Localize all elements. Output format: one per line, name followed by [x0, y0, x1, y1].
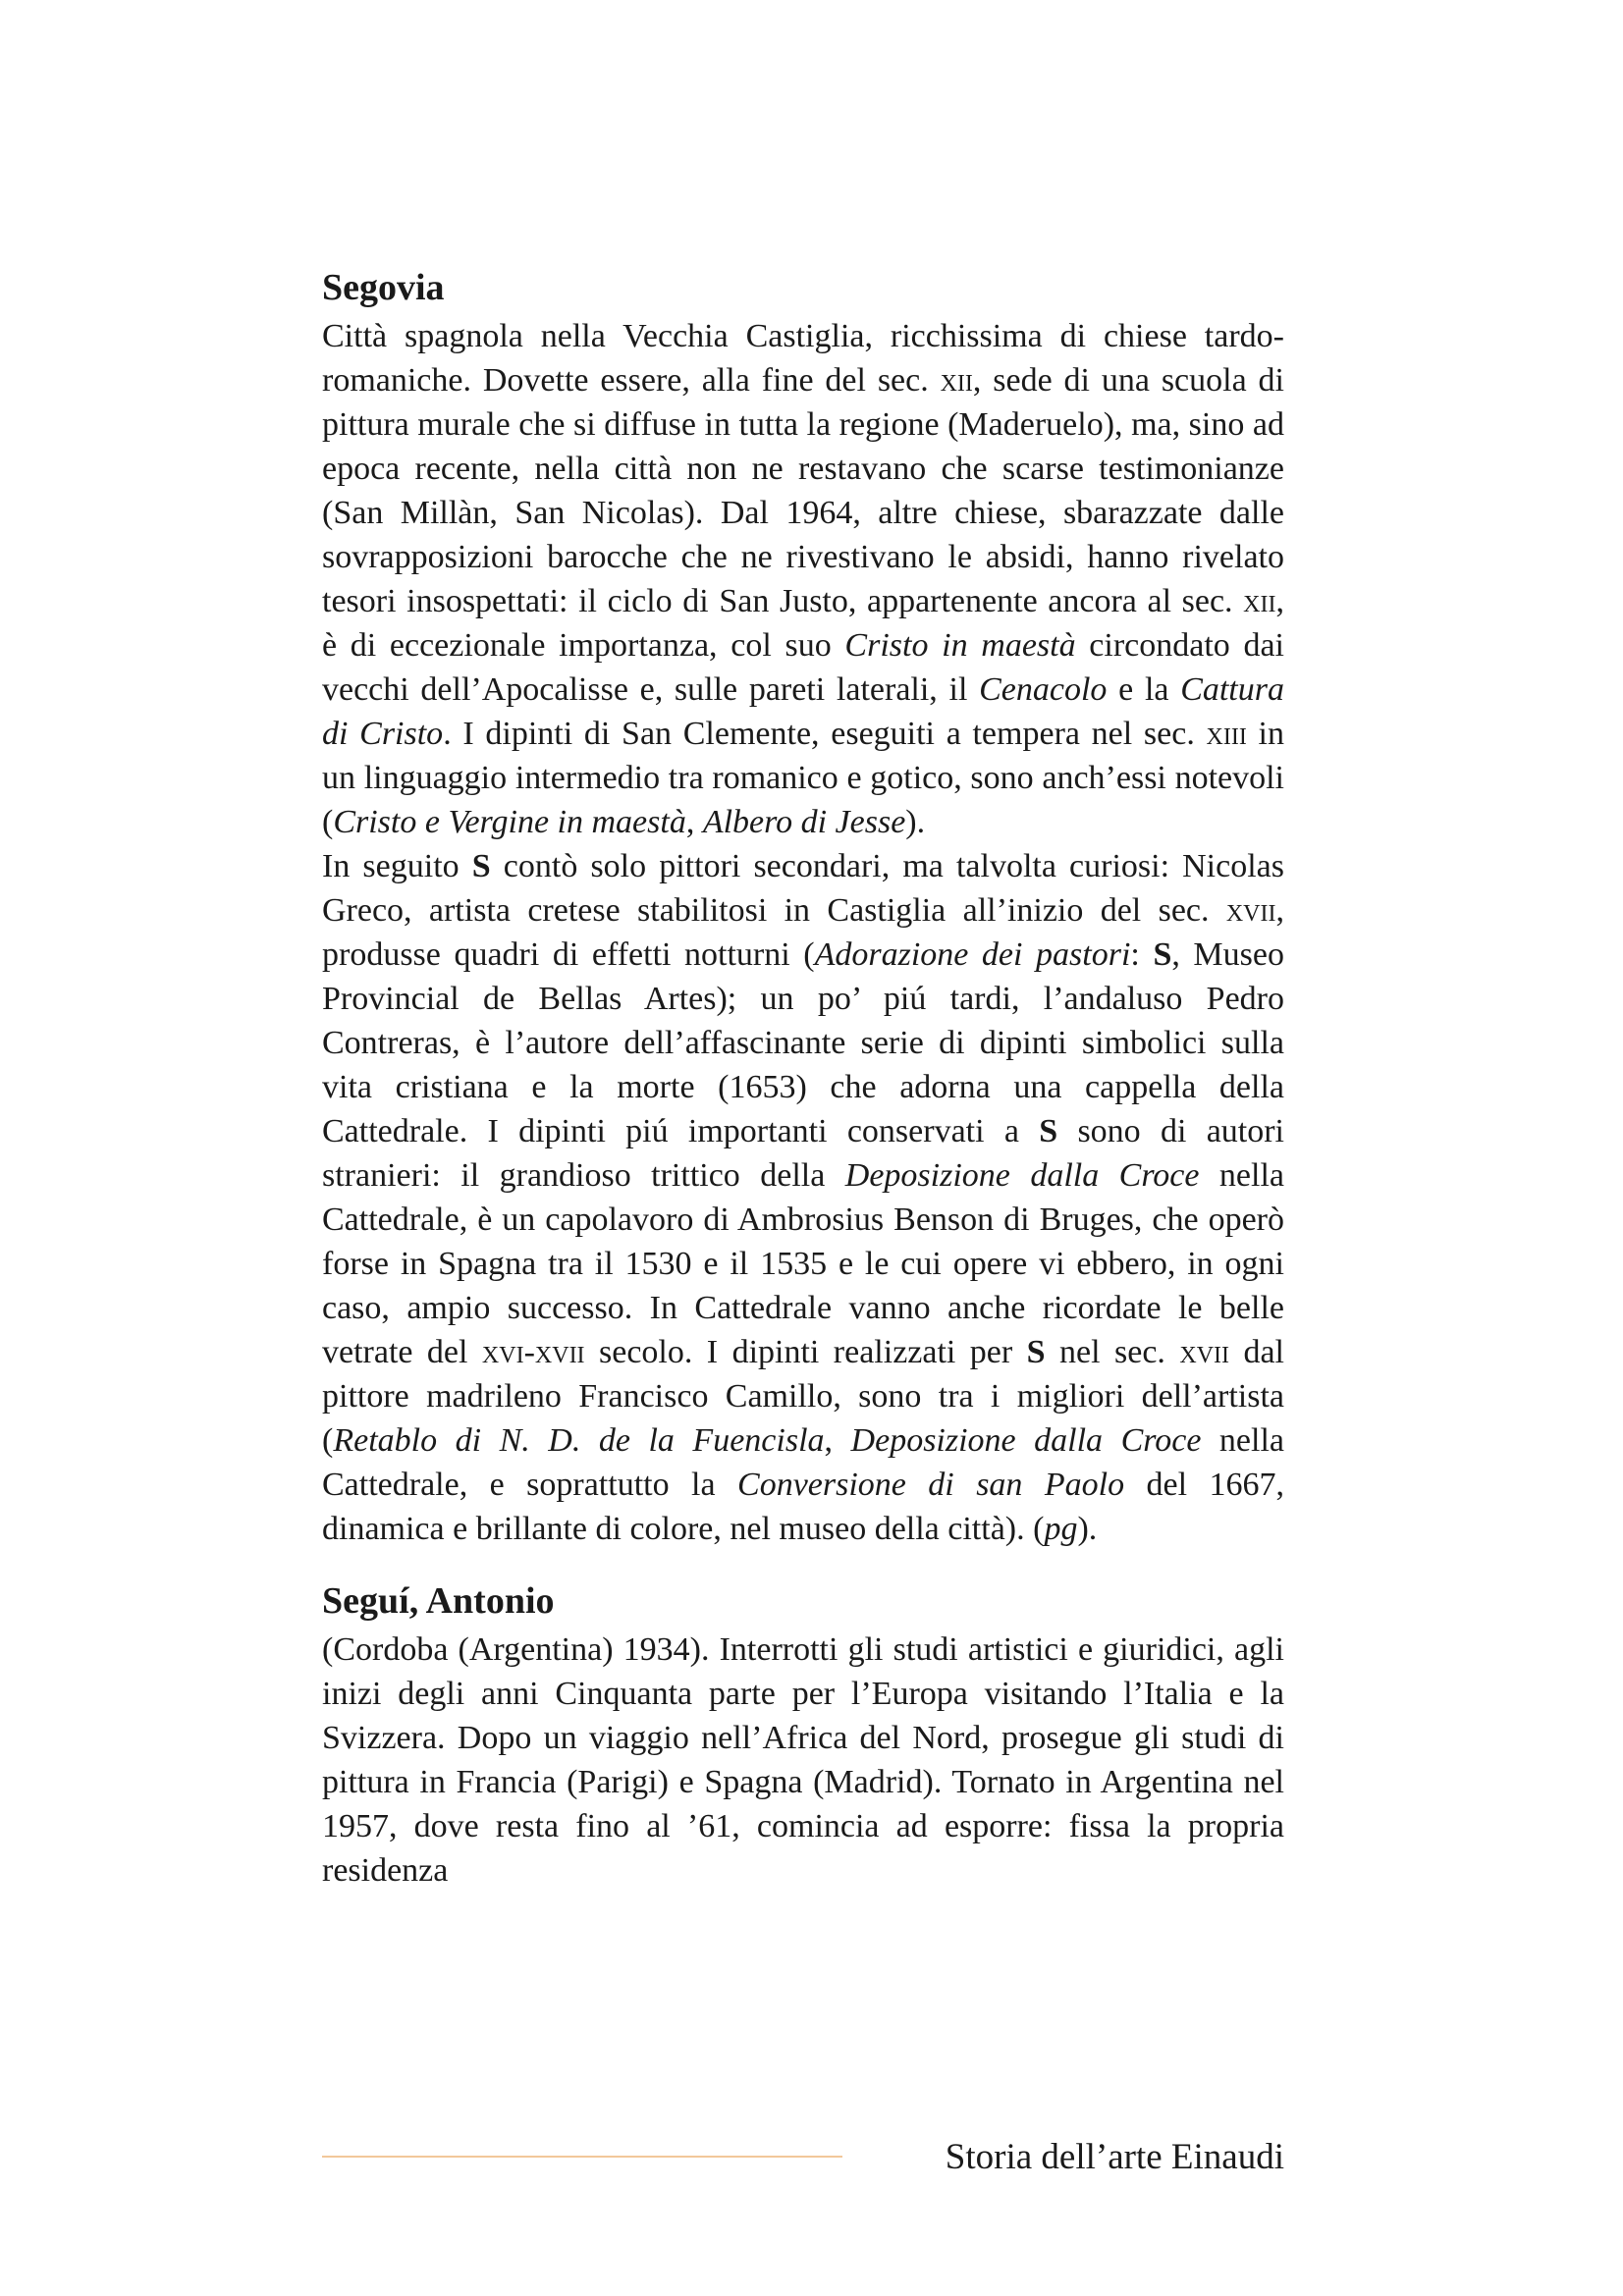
paragraph: (Cordoba (Argentina) 1934). Interrotti gli studi artistici e giuridici, agli inizi degli anni Cinquanta parte per l’Europa visitando l’Italia e la Svizzera. Dopo un viaggio nell’Africa del Nord, prosegue gli studi di pittura in Francia (Parigi) e Spagna (Madrid). Tornato in Argentina nel 1957, dove resta fino al ’61, comincia ad esporre: fissa la propria residenza [322, 1631, 1284, 1889]
paragraph: Città spagnola nella Vecchia Castiglia, ricchissima di chiese tardo-romaniche. Dovette essere, alla fine del sec. xii, sede di una scuola di pittura murale che si diffuse in tutta la regione (Maderuelo), ma, sino ad epoca recente, nella città non ne restavano che scarse testimonianze (San Millàn, San Nicolas). Dal 1964, altre chiese, sbarazzate dalle sovrapposizioni barocche che ne rivestivano le absidi, hanno rivelato tesori insospettati: il ciclo di San Justo, appartenente ancora al sec. xii, è di eccezionale importanza, col suo Cristo in maestà circondato dai vecchi dell’Apocalisse e, sulle pareti laterali, il Cenacolo e la Cattura di Cristo. I dipinti di San Clemente, eseguiti a tempera nel sec. xiii in un linguaggio intermedio tra romanico e gotico, sono anch’essi notevoli (Cristo e Vergine in maestà, Albero di Jesse). [322, 318, 1285, 840]
page-footer [322, 2132, 1284, 2181]
footer-publisher: Storia dell’arte Einaudi [945, 2136, 1284, 2177]
entry-body [322, 314, 1284, 1551]
entry-title: Segovia [322, 267, 445, 308]
page-content [322, 265, 1284, 1893]
entry-segovia [322, 265, 1284, 1551]
entry-segui-antonio [322, 1578, 1284, 1893]
footer-rule [322, 2156, 842, 2158]
entry-title: Seguí, Antonio [322, 1580, 555, 1622]
entry-body [322, 1628, 1284, 1893]
paragraph: In seguito S contò solo pittori secondari, ma talvolta curiosi: Nicolas Greco, artista cretese stabilitosi in Castiglia all’inizio del sec. xvii, produsse quadri di effetti notturni (Adorazione dei pastori: S, Museo Provincial de Bellas Artes); un po’ piú tardi, l’andaluso Pedro Contreras, è l’autore dell’affascinante serie di dipinti simbolici sulla vita cristiana e la morte (1653) che adorna una cappella della Cattedrale. I dipinti piú importanti conservati a S sono di autori stranieri: il grandioso trittico della Deposizione dalla Croce nella Cattedrale, è un capolavoro di Ambrosius Benson di Bruges, che operò forse in Spagna tra il 1530 e il 1535 e le cui opere vi ebbero, in ogni caso, ampio successo. In Cattedrale vanno anche ricordate le belle vetrate del xvi-xvii secolo. I dipinti realizzati per S nel sec. xvii dal pittore madrileno Francisco Camillo, sono tra i migliori dell’artista (Retablo di N. D. de la Fuencisla, Deposizione dalla Croce nella Cattedrale, e soprattutto la Conversione di san Paolo del 1667, dinamica e brillante di colore, nel museo della città). (pg). [322, 848, 1285, 1547]
